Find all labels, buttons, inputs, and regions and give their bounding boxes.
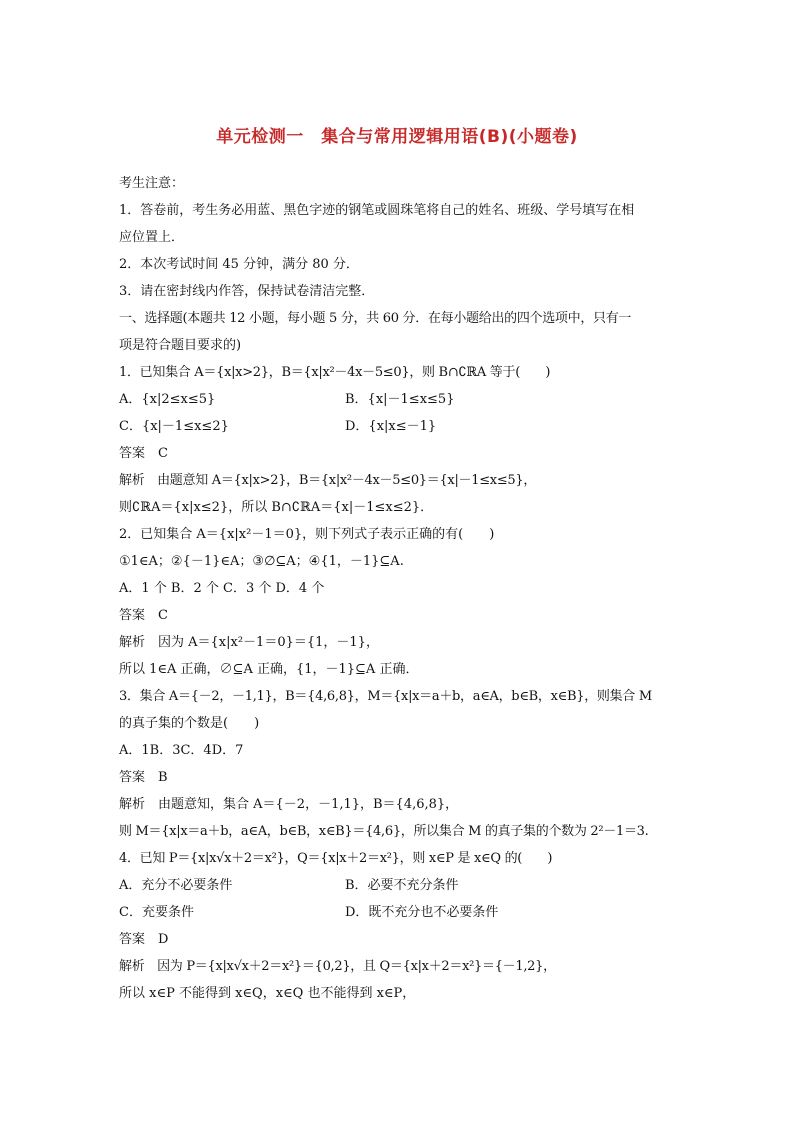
text-line: 应位置上． xyxy=(119,230,185,245)
text-line: 3．请在密封线内作答，保持试卷清洁完整． xyxy=(119,284,375,299)
text-line: 解析 因为 A＝{x|x²－1＝0}＝{1，－1}， xyxy=(119,635,379,650)
text-line: 答案 B xyxy=(119,770,168,785)
text-line: 3．集合 A＝{－2，－1,1}，B＝{4,6,8}，M＝{x|x＝a＋b，a∈A，b∈B，x∈B}，则集合 M xyxy=(119,689,652,704)
option-text: D．既不充分也不必要条件 xyxy=(345,905,499,920)
option-row xyxy=(119,899,679,926)
option-text: B．必要不充分条件 xyxy=(345,878,459,893)
text-line: 所以 1∈A 正确，∅⊆A 正确，{1，－1}⊆A 正确． xyxy=(119,662,419,677)
text-line: 1．答卷前，考生务必用蓝、黑色字迹的钢笔或圆珠笔将自己的姓名、班级、学号填写在相 xyxy=(119,203,635,218)
text-line: 答案 C xyxy=(119,608,168,623)
text-line: 解析 因为 P＝{x|x√x＋2＝x²}＝{0,2}，且 Q＝{x|x＋2＝x²}＝{－1,2}， xyxy=(119,959,556,974)
text-line: 解析 由题意知 A＝{x|x>2}，B＝{x|x²－4x－5≤0}＝{x|－1≤x≤5}， xyxy=(119,473,537,488)
option-row xyxy=(119,413,679,440)
text-line: 一、选择题(本题共 12 小题，每小题 5 分，共 60 分．在每小题给出的四个选项中，只有一 xyxy=(119,311,632,326)
text-line: ①1∈A；②{－1}∈A；③∅⊆A；④{1，－1}⊆A. xyxy=(119,554,404,569)
text-line: 答案 C xyxy=(119,446,168,461)
option-row xyxy=(119,386,679,413)
option-text: C．{x|－1≤x≤2} xyxy=(119,419,229,434)
text-line: 2．已知集合 A＝{x|x²－1＝0}，则下列式子表示正确的有( ) xyxy=(119,527,495,542)
text-line: 2．本次考试时间 45 分钟，满分 80 分． xyxy=(119,257,359,272)
text-line: 所以 x∈P 不能得到 x∈Q，x∈Q 也不能得到 x∈P， xyxy=(119,986,416,1001)
page-title: 单元检测一 集合与常用逻辑用语(B)(小题卷) xyxy=(216,127,578,147)
text-line: 项是符合题目要求的) xyxy=(119,338,242,353)
option-text: D．{x|x≤－1} xyxy=(345,419,437,434)
text-line: 则 M＝{x|x＝a＋b，a∈A，b∈B，x∈B}＝{4,6}，所以集合 M 的真子集的个数为 2²－1＝3. xyxy=(119,824,649,839)
document-body xyxy=(119,170,679,1007)
option-text: B．{x|－1≤x≤5} xyxy=(345,392,455,407)
text-line: A．1 个 B．2 个 C．3 个 D．4 个 xyxy=(119,581,325,596)
option-text: A．{x|2≤x≤5} xyxy=(119,392,216,407)
text-line: 的真子集的个数是( ) xyxy=(119,716,260,731)
option-text: C．充要条件 xyxy=(119,905,194,920)
text-line: 则∁ℝA＝{x|x≤2}，所以 B∩∁ℝA＝{x|－1≤x≤2}． xyxy=(119,500,434,515)
text-line: 4．已知 P＝{x|x√x＋2＝x²}，Q＝{x|x＋2＝x²}，则 x∈P 是 x∈Q 的( ) xyxy=(119,851,553,866)
text-line: 答案 D xyxy=(119,932,169,947)
text-line: 考生注意： xyxy=(119,176,185,191)
option-row xyxy=(119,872,679,899)
option-text: A．充分不必要条件 xyxy=(119,878,233,893)
text-line: A．1B．3C．4D．7 xyxy=(119,743,244,758)
text-line: 解析 由题意知，集合 A＝{－2，－1,1}，B＝{4,6,8}， xyxy=(119,797,459,812)
text-line: 1．已知集合 A＝{x|x>2}，B＝{x|x²－4x－5≤0}，则 B∩∁ℝA 等于( ) xyxy=(119,365,551,380)
